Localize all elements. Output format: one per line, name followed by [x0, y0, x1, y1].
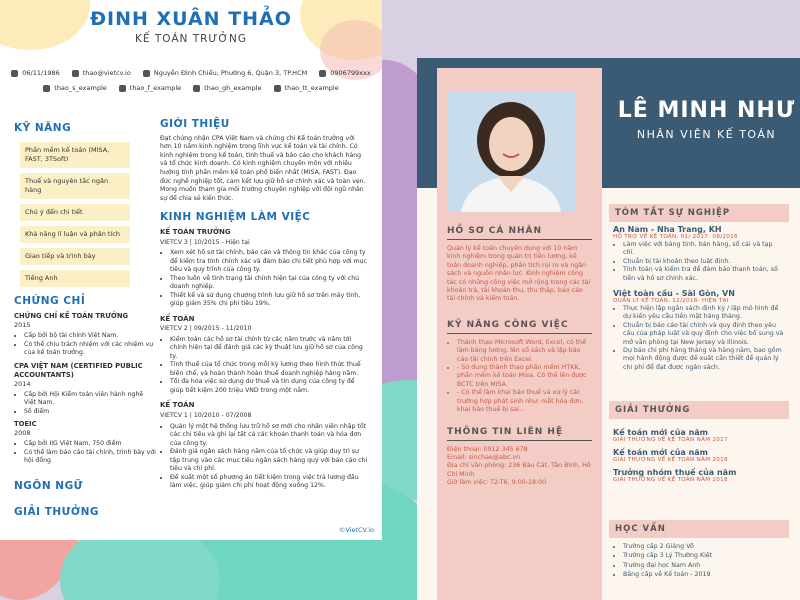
intro-text: Đạt chứng nhận CPA Việt Nam và chứng chỉ Kế toán trưởng với hơn 10 năm kinh nghiệm trong lĩnh vực kế toán và tài chính. Có kinh nghiệm trong kế toán, tình thuế và báo cáo cho khách hàng và tổ chức kinh doanh. Có kinh nghiệm chuyên môn với nhiều hướng tính phần mềm kế toán phổ biến nhất (MISA, FAST). Đạo đức nghề nghiệp tốt, cam kết lưu giữ hồ sơ chính xác và toàn vẹn. Mong muốn tham gia môi trường chuyên nghiệp với đội ngũ nhân sự để chia sẻ kiến thức.	[160, 134, 366, 202]
experience-heading: KINH NGHIỆM LÀM VIỆC	[160, 211, 311, 224]
award-item: Kế toán mới của năm GIẢI THƯỞNG VỀ KẾ TOÁN NĂM 2018	[613, 448, 728, 463]
cert-item: CPA VIỆT NAM (CERTIFIED PUBLIC ACCOUNTANTS) 2014 • Cấp bởi Hội Kiểm toán viên hành nghề Việt Nam. • Số điểm	[14, 362, 156, 417]
cert-item: CHỨNG CHỈ KẾ TOÁN TRƯỞNG 2015 • Cấp bởi bộ tài chính Việt Nam. • Có thể chịu trách nhiệm với các nhiệm vụ của kế toán trưởng.	[14, 312, 156, 358]
skill-item: Giao tiếp và trình bày	[20, 248, 130, 265]
contact-email: Email: sinchae@abc.vn	[447, 453, 521, 461]
skills-heading: KỸ NĂNG CÔNG VIỆC	[447, 319, 569, 330]
award-item: Kế toán mới của năm GIẢI THƯỞNG VỀ KẾ TOÁN NĂM 2017	[613, 428, 728, 443]
email-icon	[72, 70, 79, 77]
social-2: thao_f_example	[129, 84, 182, 92]
skill-item: Khả năng lí luận và phân tích	[20, 226, 130, 243]
social-3: thao_gh_example	[204, 84, 262, 92]
job-entry: KẾ TOÁN VIETCV 1 | 10/2010 - 07/2008 • Quản lý một hệ thống lưu trữ hồ sơ mới cho nhân viên nhập tốt các chi tiêu và ghi lại tất cả các khoản thanh toán và hóa đơn của công ty. • Đánh giá ngân sách hàng năm của tổ chức và giúp duy trì sự tập trung vào các mục tiêu ngân sách hàng quý với báo cáo chi tiêu và chi phí. • Đề xuất một số phương án tiết kiệm trong việc trả lương đầu làm việc, giúp giảm chi phí hoạt động xuống 12%.	[160, 401, 368, 490]
awards-heading: GIẢI THƯỞNG	[609, 401, 789, 419]
footer-watermark: ©VietCV.io	[338, 526, 374, 534]
resume-name: LÊ MINH NHƯ	[617, 98, 796, 123]
skills-heading: KỸ NĂNG	[14, 122, 72, 134]
profile-photo	[447, 92, 575, 212]
education-list: • Trường cấp 2 Giảng Võ • Trường cấp 3 Lý Thường Kiệt • Trường đại học Nam Anh • Bằng cấp về Kế toán - 2019	[613, 542, 793, 580]
github-icon	[193, 85, 200, 92]
intro-heading: GIỚI THIỆU	[160, 118, 230, 130]
resume-title: NHÂN VIÊN KẾ TOÁN	[636, 128, 777, 141]
skill-item: Chú ý đến chi tiết	[20, 204, 130, 221]
resume-nhu	[417, 58, 800, 600]
job-entry: KẾ TOÁN VIETCV 2 | 09/2015 - 11/2010 • Kiểm toán các hồ sơ tài chính từ các năm trước và năm tới chính hiện tại để đánh giá các kỳ thuật lưu giữ hồ sơ của công ty. • Tính thuế của tổ chức trong mỗi kỳ lương theo hình thức thuế biến chế, và hoàn thành hoàn thuế doanh nghiệp hàng năm. • Tối đa hóa việc sử dụng dư thuế và tín dụng của công ty để giúp tiết kiệm 200 triệu VND trong một năm.	[160, 315, 368, 396]
location-icon	[143, 70, 150, 77]
social-1: thao_s_example	[54, 84, 107, 92]
resume-thao	[0, 0, 382, 540]
email: thao@vietcv.io	[82, 69, 131, 77]
job-entry: Việt toàn cầu - Sài Gòn, VN QUẢN LÝ KẾ TOÁN, 12/2018- HIỆN TẠI • Thực hiện lập ngân sách định kỳ / lập mô hình để dự kiến yêu cầu tiền mặt hàng tháng. • Chuẩn bị báo cáo tài chính và quy định theo yêu cầu của pháp luật và quy định cho việc bổ sung và mở văn phòng tại New Jersey và Illinois. • Dự báo chi phí hàng tháng và hàng năm, bao gồm mọi hành động được đề xuất cần thiết để quản lý chi phí để đạt được ngân sách.	[613, 289, 785, 372]
cert-item: TOEIC 2008 • Cấp bởi IIG Việt Nam, 750 điểm • Có thể làm báo cáo tài chính, trình bày với hội đồng	[14, 420, 156, 466]
address: Nguyễn Đình Chiểu, Phường 6, Quận 3, TP.HCM	[153, 69, 308, 77]
resume-title: KẾ TOÁN TRƯỞNG	[134, 33, 248, 45]
languages-heading: NGÔN NGỮ	[14, 479, 83, 492]
profile-heading: HỒ SƠ CÁ NHÂN	[447, 226, 543, 236]
resume-name: ĐINH XUÂN THẢO	[90, 8, 292, 30]
phone-icon	[319, 70, 326, 77]
birthdate: 06/11/1986	[22, 69, 60, 77]
profile-text: Quản lý kế toán chuyên dụng với 10 năm kinh nghiệm trong quản trị tiền lương, kế toán doanh nghiệp, phân tích rủi ro và ngân sách và nguồn nhân lực. Kinh nghiệm công tác có những công việc mở rộng trong các tài khoản trả, tài khoản thu, thu thập, báo cáo tài chính và kiểm toán.	[447, 245, 591, 303]
calendar-icon	[11, 70, 18, 77]
skill-item: Tiếng Anh	[20, 270, 130, 287]
contact-phone: Điện thoại: 0912 345 678	[447, 445, 528, 453]
certs-heading: CHỨNG CHỈ	[14, 295, 86, 307]
job-entry: An Nam - Nha Trang, KH HỖ TRỢ VỀ KẾ TOÁN, 01/ 2017- 08/2018 • Làm việc với bảng tính, bản hàng, sổ cái và tạp chí. • Chuẩn bị tài khoản theo luật định. • Tính toán và kiểm tra để đảm bảo thanh toán, số tiền và hồ sơ chính xác.	[613, 225, 785, 283]
award-item: Trưởng nhóm thuế của năm GIẢI THƯỞNG VỀ KẾ TOÁN NĂM 2018	[613, 468, 737, 483]
contact-address: Địa chỉ văn phòng: 236 Bàu Cát, Tân Bình, Hồ Chí Minh	[447, 462, 591, 478]
skill-item: Phần mềm kế toán (MISA, FAST, 3TSoft)	[20, 142, 130, 168]
tiktok-icon	[274, 85, 281, 92]
skill-item: Thuế và nguyên tắc ngân hàng	[20, 173, 130, 199]
social-4: thao_tt_example	[284, 84, 339, 92]
contact-heading: THÔNG TIN LIÊN HỆ	[447, 426, 564, 437]
phone: 0906799xxx	[330, 69, 371, 77]
facebook-icon	[119, 85, 126, 92]
social-icon	[43, 85, 50, 92]
job-entry: KẾ TOÁN TRƯỞNG VIETCV 3 | 10/2015 - Hiện tại • Xem xét hồ sơ tài chính, báo cáo và thông tin khác của công ty để kiểm tra tính chính xác và đảm bảo chi tiết phù hợp với mục tiêu và quy trình của công ty. • Theo luồn về tình trạng tài chính hiện tại của công ty với chủ doanh nghiệp. • Thiết kế và sử dụng chương trình lưu giữ hồ sơ trên máy tính, giúp giảm 35% chi phí tiêu 19%.	[160, 228, 368, 309]
summary-heading: TÓM TẮT SỰ NGHIỆP	[609, 204, 789, 222]
education-heading: HỌC VẤN	[609, 520, 789, 538]
contact-hours: Giờ làm việc: T2-T6, 9:00-18:00	[447, 479, 547, 487]
contact-info	[0, 69, 382, 99]
awards-heading: GIẢI THƯỞNG	[14, 505, 100, 518]
skills-list: • Thành thạo Microsoft Word, Excel, có thể làm bảng lương, lên sổ sách và lập báo cáo tài chính trên Excel. • - Sử dụng thành thạo phần mềm HTKK, phần mềm kế toán Misa. Có thể lên được BCTC trên MISA. • - Có thể làm khai báo thuế và xử lý các trường hợp phát sinh như: mất hóa đơn, khai báo thuế bị sai...	[447, 339, 592, 415]
